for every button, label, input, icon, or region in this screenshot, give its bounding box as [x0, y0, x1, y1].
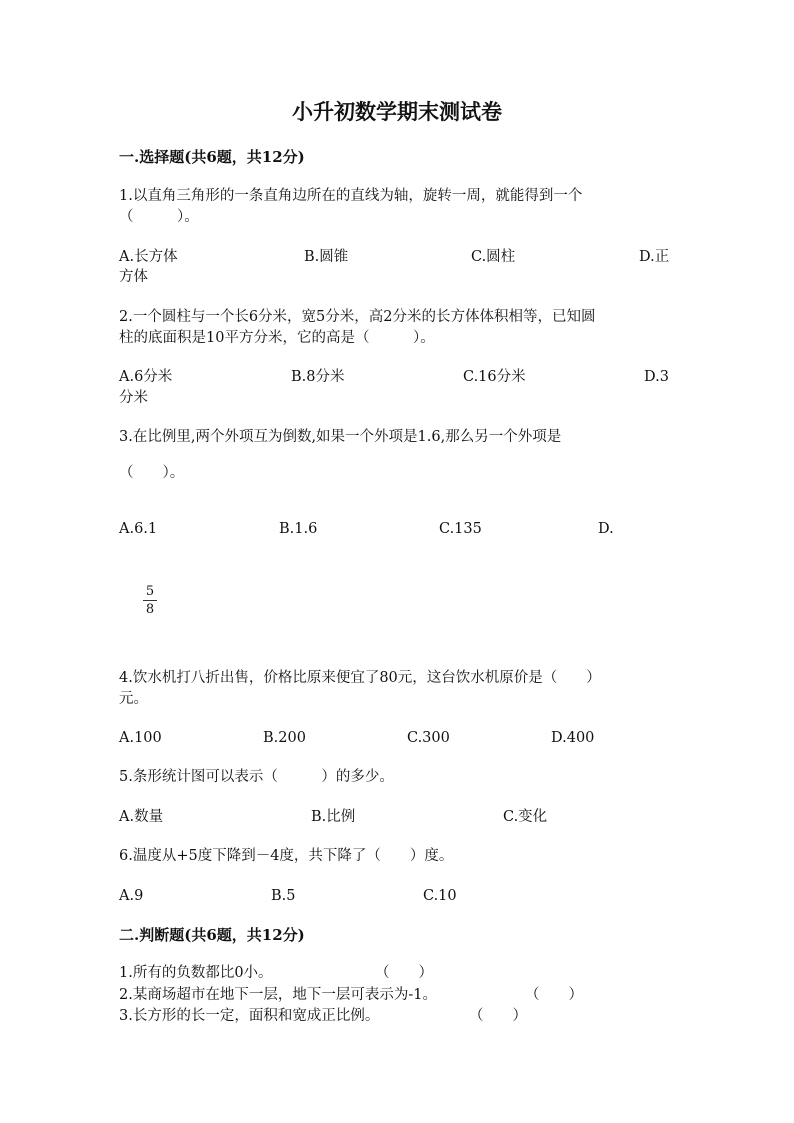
question-2-option-b: B.8分米	[291, 369, 345, 385]
question-2-option-d: D.3	[644, 369, 669, 385]
question-1-option-b: B.圆锥	[304, 249, 349, 265]
question-4-option-c: C.300	[407, 730, 450, 746]
question-3-option-a: A.6.1	[119, 521, 158, 537]
question-5-option-c: C.变化	[503, 809, 548, 825]
question-3-line-2: （ ）。	[119, 465, 185, 481]
question-6-option-b: B.5	[271, 888, 296, 904]
question-4-line-1: 4.饮水机打八折出售，价格比原来便宜了80元，这台饮水机原价是（ ）	[119, 670, 601, 686]
question-5-line-1: 5.条形统计图可以表示（ ）的多少。	[119, 769, 394, 785]
question-5-option-a: A.数量	[119, 809, 164, 825]
section-heading-choice: 一.选择题(共6题，共12分)	[119, 148, 305, 166]
question-1-option-d: D.正	[639, 249, 670, 265]
question-2-line-1: 2.一个圆柱与一个长6分米，宽5分米，高2分米的长方体体积相等，已知圆	[119, 309, 596, 325]
question-2-option-a: A.6分米	[119, 369, 173, 385]
question-1-line-1: 1.以直角三角形的一条直角边所在的直线为轴，旋转一周，就能得到一个	[119, 188, 583, 204]
section-heading-judge: 二.判断题(共6题，共12分)	[119, 926, 305, 944]
question-2-line-2: 柱的底面积是10平方分米，它的高是（ ）。	[119, 330, 435, 346]
question-3-option-b: B.1.6	[279, 521, 318, 537]
question-3-option-d: D.	[598, 521, 614, 537]
question-1-option-a: A.长方体	[119, 249, 178, 265]
question-4-option-d: D.400	[551, 730, 595, 746]
question-6-option-a: A.9	[119, 888, 144, 904]
question-4-line-2: 元。	[119, 691, 148, 707]
question-5-option-b: B.比例	[311, 809, 356, 825]
question-2-option-c: C.16分米	[463, 369, 526, 385]
fraction-denominator: 8	[145, 602, 155, 617]
judge-item-2-blank: （ ）	[525, 987, 583, 1003]
question-3-option-c: C.135	[439, 521, 482, 537]
question-3-option-d-fraction	[143, 584, 157, 617]
question-2-option-wrap: 分米	[119, 390, 148, 406]
judge-item-3-blank: （ ）	[469, 1008, 527, 1024]
question-6-line-1: 6.温度从+5度下降到－4度，共下降了（ ）度。	[119, 848, 454, 864]
question-4-option-a: A.100	[119, 730, 162, 746]
question-6-option-c: C.10	[423, 888, 457, 904]
fraction-numerator: 5	[145, 584, 155, 599]
judge-item-3-text: 3.长方形的长一定，面积和宽成正比例。	[119, 1008, 380, 1024]
judge-item-1-text: 1.所有的负数都比0小。	[119, 965, 273, 981]
question-4-option-b: B.200	[263, 730, 306, 746]
question-3-line-1: 3.在比例里,两个外项互为倒数,如果一个外项是1.6,那么另一个外项是	[119, 429, 562, 445]
judge-item-1-blank: （ ）	[375, 965, 433, 981]
judge-item-2-text: 2.某商场超市在地下一层，地下一层可表示为-1。	[119, 987, 437, 1003]
fraction-bar	[143, 600, 157, 601]
question-1-option-wrap: 方体	[119, 269, 148, 285]
question-1-option-c: C.圆柱	[471, 249, 516, 265]
page-title: 小升初数学期末测试卷	[292, 99, 502, 124]
question-1-line-2: （ ）。	[119, 209, 199, 225]
